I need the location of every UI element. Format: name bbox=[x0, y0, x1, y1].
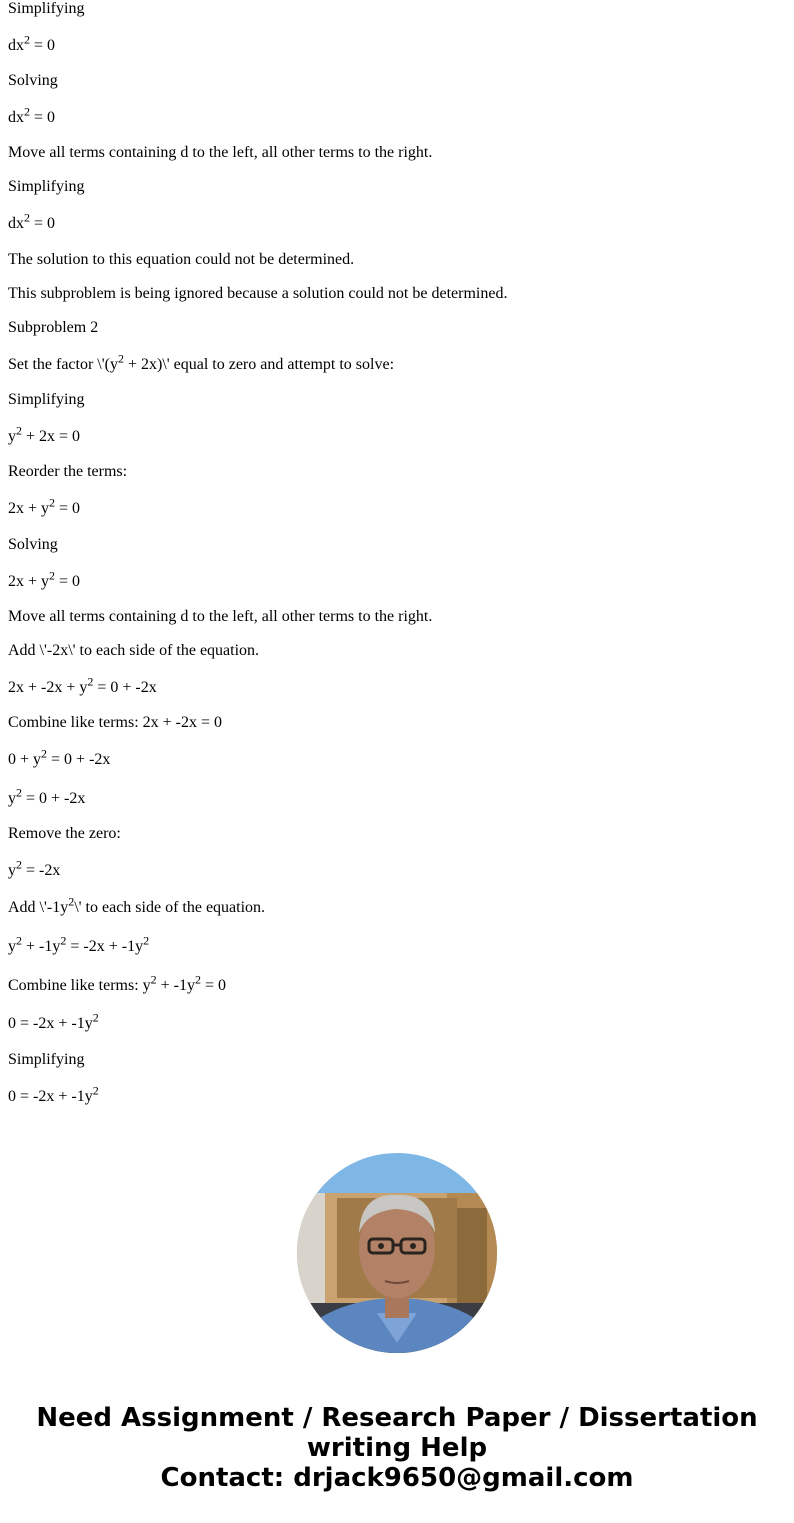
exponent: 2 bbox=[60, 933, 67, 948]
step-line bbox=[8, 785, 86, 808]
step-line bbox=[8, 319, 98, 337]
step-line bbox=[8, 1010, 99, 1033]
step-text: dx bbox=[8, 109, 24, 126]
step-text: = 0 bbox=[30, 215, 56, 232]
step-text: Move all terms containing d to the left, all other terms to the right. bbox=[8, 608, 433, 625]
step-line bbox=[8, 32, 56, 55]
exponent: 2 bbox=[16, 857, 22, 872]
exponent: 2 bbox=[24, 104, 30, 119]
footer-line-2: writing Help bbox=[306, 1433, 488, 1463]
step-text: + 2x = 0 bbox=[22, 428, 81, 445]
step-text: = -2x + -1y bbox=[66, 938, 144, 955]
step-text: Add \'-2x\' to each side of the equation. bbox=[8, 642, 260, 659]
step-text: = 0 bbox=[30, 37, 56, 54]
step-text: 2x + -2x + y bbox=[8, 679, 88, 696]
step-line bbox=[8, 210, 56, 233]
step-text: Solving bbox=[8, 536, 58, 553]
step-text: = -2x bbox=[22, 862, 61, 879]
step-text: Remove the zero: bbox=[8, 825, 121, 842]
step-text: dx bbox=[8, 215, 24, 232]
step-line bbox=[8, 933, 150, 956]
step-text: = 0 + -2x bbox=[93, 679, 157, 696]
step-text: + -1y bbox=[156, 977, 196, 994]
step-text: Add \'-1y bbox=[8, 899, 69, 916]
step-text: = 0 + -2x bbox=[22, 790, 86, 807]
footer-contact bbox=[0, 1403, 794, 1493]
step-text: Subproblem 2 bbox=[8, 319, 99, 336]
step-text: y bbox=[8, 938, 16, 955]
step-line bbox=[8, 536, 58, 554]
step-text: 2x + y bbox=[8, 500, 50, 517]
step-text: Combine like terms: y bbox=[8, 977, 151, 994]
step-line bbox=[8, 1051, 84, 1069]
step-text: = 0 bbox=[55, 573, 81, 590]
step-text: Simplifying bbox=[8, 1051, 85, 1068]
author-photo bbox=[297, 1153, 497, 1353]
exponent: 2 bbox=[68, 894, 75, 909]
step-line bbox=[8, 972, 227, 995]
exponent: 2 bbox=[195, 972, 202, 987]
step-line bbox=[8, 495, 81, 518]
step-text: y bbox=[8, 862, 16, 879]
step-line bbox=[8, 857, 61, 880]
step-text: 0 + y bbox=[8, 751, 42, 768]
step-text: Set the factor \'(y bbox=[8, 356, 118, 373]
step-text: This subproblem is being ignored because a solution could not be determined. bbox=[8, 285, 508, 302]
exponent: 2 bbox=[49, 568, 56, 583]
step-line bbox=[8, 463, 127, 481]
step-text: Simplifying bbox=[8, 178, 85, 195]
step-line bbox=[8, 178, 84, 196]
footer-line-1: Need Assignment / Research Paper / Dissertation bbox=[36, 1403, 758, 1433]
exponent: 2 bbox=[87, 674, 94, 689]
step-line bbox=[8, 144, 432, 162]
footer-line-3: Contact: drjack9650@gmail.com bbox=[160, 1463, 634, 1493]
step-line bbox=[8, 608, 432, 626]
step-line bbox=[8, 104, 56, 127]
step-text: \' to each side of the equation. bbox=[74, 899, 266, 916]
step-text: y bbox=[8, 428, 16, 445]
exponent: 2 bbox=[24, 210, 30, 225]
exponent: 2 bbox=[16, 423, 22, 438]
step-text: = 0 bbox=[201, 977, 227, 994]
exponent: 2 bbox=[143, 933, 150, 948]
step-line bbox=[8, 351, 395, 374]
step-text: = 0 bbox=[55, 500, 81, 517]
exponent: 2 bbox=[92, 1010, 99, 1025]
exponent: 2 bbox=[24, 32, 30, 47]
step-text: Combine like terms: 2x + -2x = 0 bbox=[8, 714, 223, 731]
step-text: dx bbox=[8, 37, 24, 54]
exponent: 2 bbox=[49, 495, 56, 510]
step-text: 2x + y bbox=[8, 573, 50, 590]
exponent: 2 bbox=[92, 1083, 99, 1098]
step-line bbox=[8, 746, 111, 769]
step-text: + -1y bbox=[22, 938, 61, 955]
step-line bbox=[8, 825, 121, 843]
step-line bbox=[8, 0, 84, 18]
step-text: 0 = -2x + -1y bbox=[8, 1088, 93, 1105]
step-line bbox=[8, 1083, 99, 1106]
exponent: 2 bbox=[150, 972, 157, 987]
step-line bbox=[8, 894, 266, 917]
step-line bbox=[8, 72, 58, 90]
step-line bbox=[8, 391, 84, 409]
step-line bbox=[8, 423, 81, 446]
exponent: 2 bbox=[117, 351, 124, 366]
step-line bbox=[8, 251, 354, 269]
author-avatar bbox=[297, 1153, 497, 1353]
step-line bbox=[8, 642, 259, 660]
step-text: Simplifying bbox=[8, 0, 85, 17]
step-text: Move all terms containing d to the left, all other terms to the right. bbox=[8, 144, 433, 161]
step-text: Reorder the terms: bbox=[8, 463, 128, 480]
step-text: + 2x)\' equal to zero and attempt to solve: bbox=[123, 356, 395, 373]
step-text: The solution to this equation could not be determined. bbox=[8, 251, 355, 268]
step-line bbox=[8, 674, 157, 697]
step-text: Solving bbox=[8, 72, 58, 89]
exponent: 2 bbox=[16, 933, 22, 948]
step-line bbox=[8, 714, 222, 732]
step-line bbox=[8, 285, 507, 303]
step-line bbox=[8, 568, 81, 591]
step-text: = 0 + -2x bbox=[47, 751, 111, 768]
step-text: y bbox=[8, 790, 16, 807]
step-text: = 0 bbox=[30, 109, 56, 126]
step-text: Simplifying bbox=[8, 391, 85, 408]
exponent: 2 bbox=[41, 746, 48, 761]
exponent: 2 bbox=[16, 785, 22, 800]
step-text: 0 = -2x + -1y bbox=[8, 1015, 93, 1032]
